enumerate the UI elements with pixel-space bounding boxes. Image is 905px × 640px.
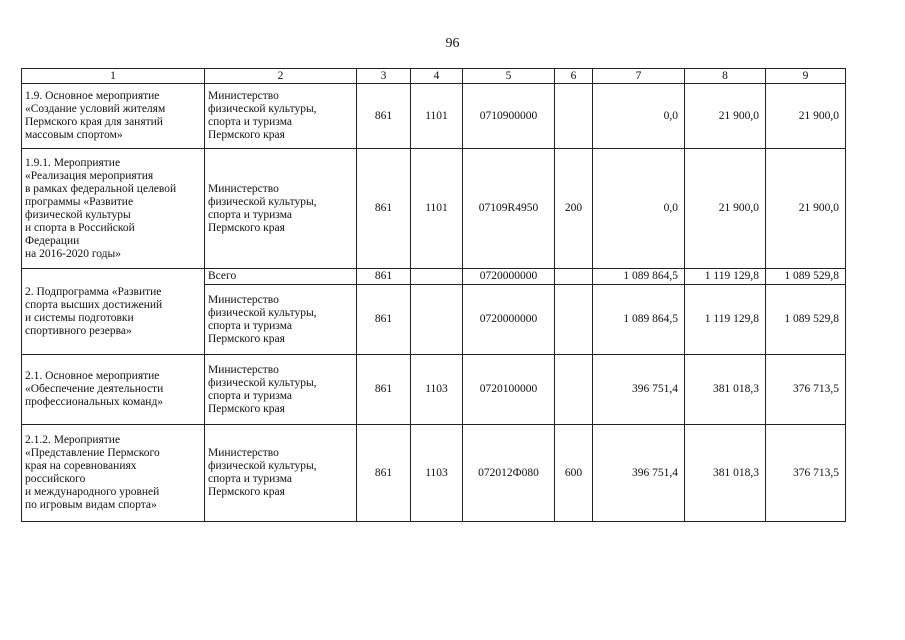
expense-type-cell	[555, 269, 593, 285]
header-cell: 8	[685, 69, 766, 84]
activity-name: 2. Подпрограмма «Развитие спорта высших достижений и системы подготовки спортивного резерва»	[22, 269, 205, 355]
header-cell: 6	[555, 69, 593, 84]
target-code-cell: 0710900000	[463, 84, 555, 149]
amount-cell: 1 089 864,5	[593, 269, 685, 285]
expense-type-cell	[555, 84, 593, 149]
header-cell: 7	[593, 69, 685, 84]
code-cell: 861	[357, 285, 411, 355]
header-cell: 5	[463, 69, 555, 84]
activity-name: 1.9. Основное мероприятие «Создание условий жителям Пермского края для занятий массовым спортом»	[22, 84, 205, 149]
code-cell: 861	[357, 269, 411, 285]
target-code-cell: 0720100000	[463, 355, 555, 425]
target-code-cell: 0720000000	[463, 269, 555, 285]
page-number: 96	[445, 36, 460, 51]
amount-cell: 376 713,5	[766, 425, 846, 522]
header-cell: 9	[766, 69, 846, 84]
section-cell: 1103	[411, 425, 463, 522]
agency-cell: Министерство физической культуры, спорта и туризма Пермского края	[205, 84, 357, 149]
amount-cell: 1 089 529,8	[766, 285, 846, 355]
table-row	[22, 355, 846, 425]
header-cell: 1	[22, 69, 205, 84]
code-cell: 861	[357, 149, 411, 269]
amount-cell: 1 119 129,8	[685, 285, 766, 355]
table-row	[22, 149, 846, 269]
amount-cell: 1 089 864,5	[593, 285, 685, 355]
amount-cell: 1 089 529,8	[766, 269, 846, 285]
header-row	[22, 69, 846, 84]
activity-name: 2.1. Основное мероприятие «Обеспечение деятельности профессиональных команд»	[22, 355, 205, 425]
expense-type-cell	[555, 285, 593, 355]
expense-type-cell	[555, 355, 593, 425]
target-code-cell: 0720000000	[463, 285, 555, 355]
expense-type-cell: 600	[555, 425, 593, 522]
activity-name: 1.9.1. Мероприятие «Реализация мероприятия в рамках федеральной целевой программы «Развитие физической культуры и спорта в Российской Федерации на 2016-2020 годы»	[22, 149, 205, 269]
header-cell: 3	[357, 69, 411, 84]
amount-cell: 396 751,4	[593, 425, 685, 522]
amount-cell: 21 900,0	[766, 149, 846, 269]
amount-cell: 376 713,5	[766, 355, 846, 425]
amount-cell: 0,0	[593, 149, 685, 269]
agency-cell: Министерство физической культуры, спорта и туризма Пермского края	[205, 355, 357, 425]
table-row	[22, 84, 846, 149]
agency-cell: Министерство физической культуры, спорта и туризма Пермского края	[205, 149, 357, 269]
code-cell: 861	[357, 425, 411, 522]
header-cell: 2	[205, 69, 357, 84]
agency-cell: Всего	[205, 269, 357, 285]
amount-cell: 381 018,3	[685, 355, 766, 425]
section-cell: 1101	[411, 84, 463, 149]
header-cell: 4	[411, 69, 463, 84]
section-cell: 1101	[411, 149, 463, 269]
amount-cell: 396 751,4	[593, 355, 685, 425]
target-code-cell: 07109R4950	[463, 149, 555, 269]
amount-cell: 21 900,0	[685, 149, 766, 269]
amount-cell: 0,0	[593, 84, 685, 149]
table-row	[22, 269, 846, 285]
amount-cell: 1 119 129,8	[685, 269, 766, 285]
agency-cell: Министерство физической культуры, спорта и туризма Пермского края	[205, 425, 357, 522]
amount-cell: 381 018,3	[685, 425, 766, 522]
code-cell: 861	[357, 84, 411, 149]
expense-type-cell: 200	[555, 149, 593, 269]
agency-cell: Министерство физической культуры, спорта и туризма Пермского края	[205, 285, 357, 355]
section-cell	[411, 285, 463, 355]
table-row	[22, 425, 846, 522]
amount-cell: 21 900,0	[766, 84, 846, 149]
activity-name: 2.1.2. Мероприятие «Представление Пермского края на соревнованиях российского и международного уровней по игровым видам спорта»	[22, 425, 205, 522]
code-cell: 861	[357, 355, 411, 425]
section-cell: 1103	[411, 355, 463, 425]
budget-table	[21, 68, 846, 522]
section-cell	[411, 269, 463, 285]
amount-cell: 21 900,0	[685, 84, 766, 149]
target-code-cell: 072012Ф080	[463, 425, 555, 522]
